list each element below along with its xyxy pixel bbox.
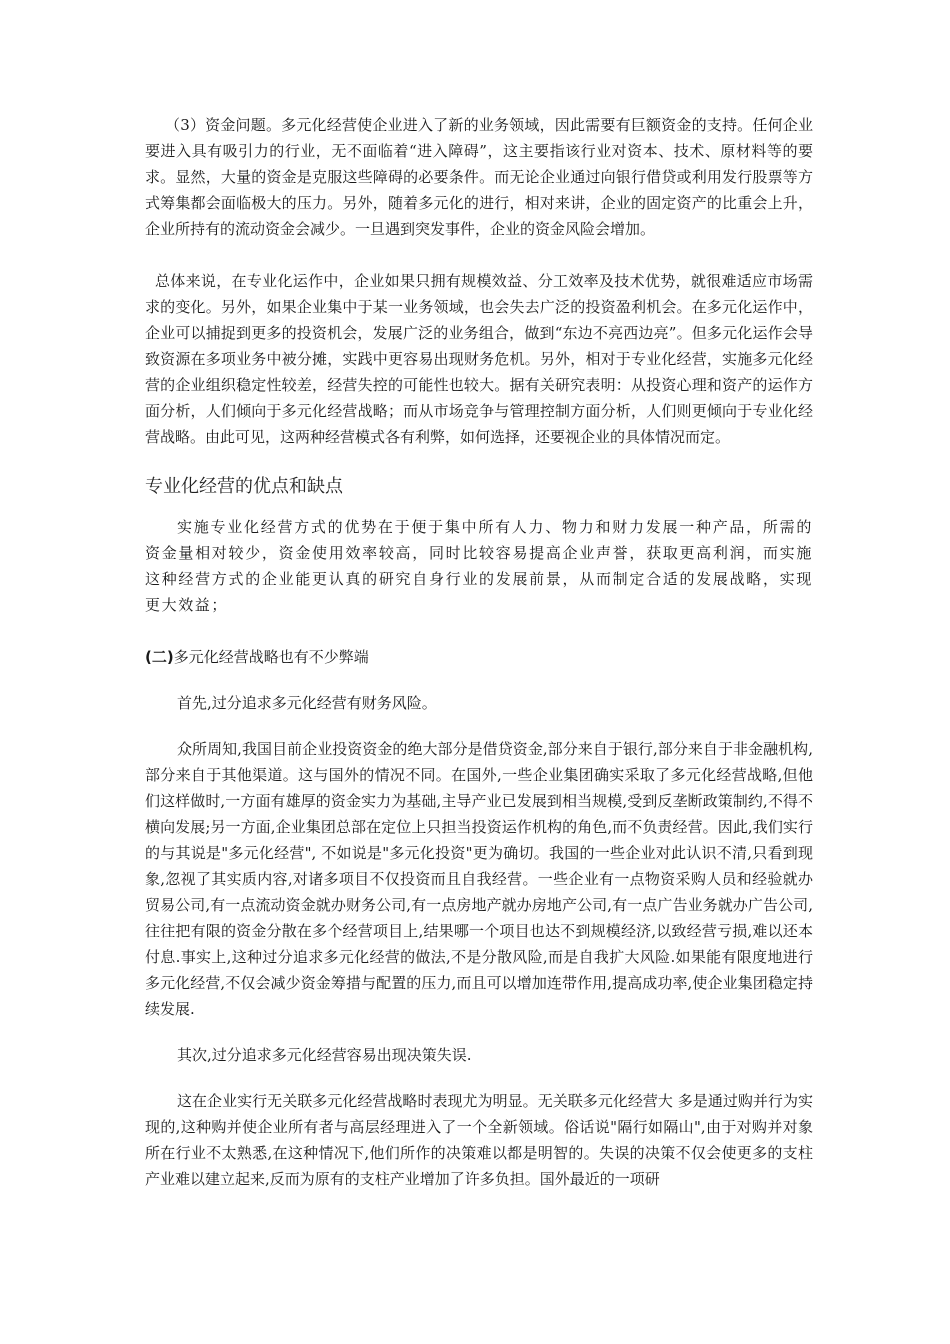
subsection-heading-diversification-drawbacks bbox=[145, 644, 813, 670]
subsection-number: (二) bbox=[145, 648, 174, 666]
document-page bbox=[145, 112, 813, 1192]
paragraph-capital-problem: （3）资金问题。多元化经营使企业进入了新的业务领域，因此需要有巨额资金的支持。任何企业要进入具有吸引力的行业，无不面临着“进入障碍”，这主要指该行业对资本、技术、原材料等的要求。显然，大量的资金是克服这些障碍的必要条件。而无论企业通过向银行借贷或利用发行股票等方式筹集都会面临极大的压力。另外，随着多元化的进行，相对来讲，企业的固定资产的比重会上升，企业所持有的流动资金会减少。一旦遇到突发事件，企业的资金风险会增加。 bbox=[145, 116, 813, 238]
section-heading-specialization: 专业化经营的优点和缺点 bbox=[145, 476, 343, 497]
paragraph-decision-error-intro: 其次,过分追求多元化经营容易出现决策失误. bbox=[177, 1046, 472, 1064]
paragraph-summary: 总体来说，在专业化运作中，企业如果只拥有规模效益、分工效率及技术优势，就很难适应市场需求的变化。另外，如果企业集中于某一业务领域，也会失去广泛的投资盈利机会。在多元化运作中，企业可以捕捉到更多的投资机会，发展广泛的业务组合，做到“东边不亮西边亮”。但多元化运作会导致资源在多项业务中被分摊，实践中更容易出现财务危机。另外，相对于专业化经营，实施多元化经营的企业组织稳定性较差，经营失控的可能性也较大。据有关研究表明：从投资心理和资产的运作方面分析，人们倾向于多元化经营战略；而从市场竞争与管理控制方面分析，人们则更倾向于专业化经营战略。由此可见，这两种经营模式各有利弊，如何选择，还要视企业的具体情况而定。 bbox=[145, 272, 813, 446]
paragraph-financial-risk-intro: 首先,过分追求多元化经营有财务风险。 bbox=[177, 694, 437, 712]
paragraph-financial-risk-detail: 众所周知,我国目前企业投资资金的绝大部分是借贷资金,部分来自于银行,部分来自于非金融机构,部分来自于其他渠道。这与国外的情况不同。在国外,一些企业集团确实采取了多元化经营战略,但他们这样做时,一方面有雄厚的资金实力为基础,主导产业已发展到相当规模,受到反垄断政策制约,不得不横向发展;另一方面,企业集团总部在定位上只担当投资运作机构的角色,而不负责经营。因此,我们实行的与其说是"多元化经营", 不如说是"多元化投资"更为确切。我国的一些企业对此认识不清,只看到现象,忽视了其实质内容,对诸多项目不仅投资而且自我经营。一些企业有一点物资采购人员和经验就办贸易公司,有一点流动资金就办财务公司,有一点房地产就办房地产公司,有一点广告业务就办广告公司,往往把有限的资金分散在多个经营项目上,结果哪一个项目也达不到规模经济,以致经营亏损,难以还本付息.事实上,这种过分追求多元化经营的做法,不是分散风险,而是自我扩大风险.如果能有限度地进行多元化经营,不仅会减少资金筹措与配置的压力,而且可以增加连带作用,提高成功率,使企业集团稳定持续发展. bbox=[145, 740, 813, 1018]
paragraph-specialization-advantages: 实施专业化经营方式的优势在于便于集中所有人力、物力和财力发展一种产品，所需的资金量相对较少，资金使用效率较高，同时比较容易提高企业声誉，获取更高利润，而实施这种经营方式的企业能更认真的研究自身行业的发展前景，从而制定合适的发展战略，实现更大效益； bbox=[145, 518, 813, 614]
subsection-title: 多元化经营战略也有不少弊端 bbox=[173, 648, 369, 666]
paragraph-decision-error-detail: 这在企业实行无关联多元化经营战略时表现尤为明显。无关联多元化经营大 多是通过购并行为实现的,这种购并使企业所有者与高层经理进入了一个全新领域。俗话说"隔行如隔山",由于对购并对象所在行业不太熟悉,在这种情况下,他们所作的决策难以都是明智的。失误的决策不仅会使更多的支柱产业难以建立起来,反而为原有的支柱产业增加了许多负担。国外最近的一项研 bbox=[145, 1092, 813, 1188]
